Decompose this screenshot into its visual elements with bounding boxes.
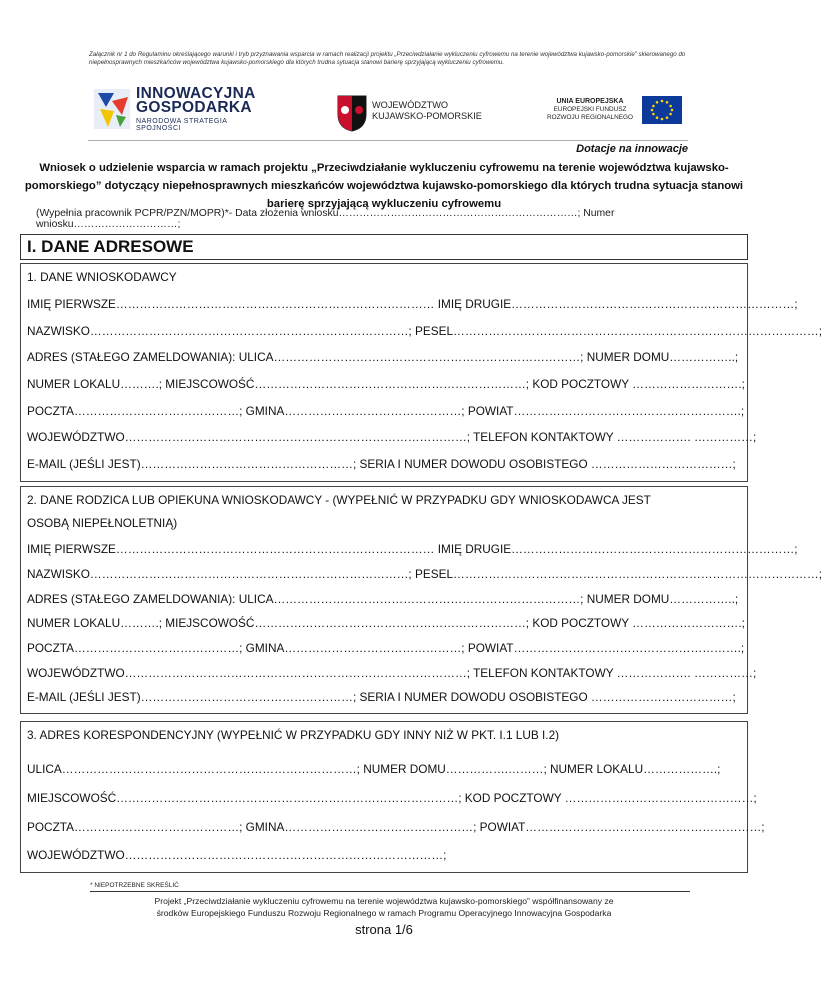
box3-heading: 3. ADRES KORESPONDENCYJNY (WYPEŁNIĆ W PRZYPADKU GDY INNY NIŻ W PKT. I.1 LUB I.2) [27, 728, 560, 742]
box2-heading-line1: 2. DANE RODZICA LUB OPIEKUNA WNIOSKODAWCY - (WYPEŁNIĆ W PRZYPADKU GDY WNIOSKODAWCA JEST [27, 493, 651, 507]
field-row[interactable]: NUMER LOKALU……….; MIEJSCOWOŚĆ……………………………………………………………; KOD POCZTOWY ……………………….; [27, 616, 745, 630]
field-row[interactable]: WOJEWÓDZTWO……………………………………………………………………………; TELEFON KONTAKTOWY ………………. ……………; [27, 430, 757, 444]
field-row[interactable]: ADRES (STAŁEGO ZAMELDOWANIA): ULICA……………………………………………………………………; NUMER DOMU……………..; [27, 592, 739, 606]
title-line-2: pomorskiego” dotyczący niepełnosprawnych mieszkańców województwa kujawsko-pomorskiego dla których trudna sytuacja stanowi [24, 180, 744, 192]
field-row[interactable]: IMIĘ PIERWSZE……………………………………………………………………… IMIĘ DRUGIE………………………………………………………………; [27, 297, 798, 311]
eu-logo [540, 96, 690, 132]
footer-divider [90, 891, 690, 892]
title-line-3: barierę sprzyjającą wykluczeniu cyfrowemu [266, 198, 502, 210]
correspondence-address-box [20, 721, 765, 873]
title-line-1: Wniosek o udzielenie wsparcia w ramach projektu „Przeciwdziałanie wykluczeniu cyfrowemu na terenie województwa kujawsko- [39, 162, 729, 174]
logo-ue-line1: UNIA EUROPEJSKA [556, 98, 624, 105]
field-row[interactable]: NAZWISKO………………………………………………………………………; PESEL…………………………………………………………………………………; [27, 324, 822, 338]
staff-fill-line[interactable]: (Wypełnia pracownik PCPR/PZN/MOPR)*- Data złożenia wniosku……………………………………………………………; Numer wniosku…………………………; [36, 208, 615, 230]
field-row[interactable]: WOJEWÓDZTWO………………………………………………………………………; [27, 848, 447, 862]
eu-flag-icon [642, 96, 682, 124]
attachment-note: Załącznik nr 1 do Regulaminu określającego warunki i tryb przyznawania wsparcia w ramach realizacji projektu „Przeciwdziałanie wykluczeniu cyfrowemu na terenie województwa kujawsko-pomorskie” skierowanego do niepełnosprawnych mieszkańców województwa kujawsko-pomorskiego dla których trudna sytuacja stanowi barierę sprzyjającą wykluczeniu cyfrowemu. [89, 51, 686, 66]
logo-ig-line2: GOSPODARKA [136, 99, 252, 116]
box1-heading: 1. DANE WNIOSKODAWCY [27, 270, 177, 284]
logo-kp-line2: KUJAWSKO-POMORSKIE [372, 111, 482, 121]
field-row[interactable]: POCZTA……………………………………; GMINA………………………………………; POWIAT………………………………………………….; [27, 404, 745, 418]
box2-heading-line2: OSOBĄ NIEPEŁNOLETNIĄ) [27, 516, 178, 530]
header-divider [88, 140, 688, 141]
innowacyjna-gospodarka-emblem-icon [92, 87, 132, 131]
footer-text [60, 895, 708, 919]
logo-ig-subtitle: NARODOWA STRATEGIA SPÓJNOŚCI [136, 118, 228, 132]
field-row[interactable]: WOJEWÓDZTWO……………………………………………………………………………; TELEFON KONTAKTOWY ………………. ……………; [27, 666, 757, 680]
field-row[interactable]: POCZTA……………………………………; GMINA………………………………………; POWIAT………………………………………………….; [27, 641, 745, 655]
coat-of-arms-icon [336, 94, 368, 132]
innowacyjna-gospodarka-logo [92, 87, 262, 133]
logo-ig-line1: INNOWACYJNA [136, 85, 256, 102]
kujawsko-pomorskie-logo [336, 94, 496, 134]
form-title [20, 159, 748, 213]
field-row[interactable]: ADRES (STAŁEGO ZAMELDOWANIA): ULICA……………………………………………………………………; NUMER DOMU……………..; [27, 350, 739, 364]
field-row[interactable]: POCZTA……………………………………; GMINA…………………………………………; POWIAT……………………………………………………; [27, 820, 765, 834]
field-row[interactable]: E-MAIL (JEŚLI JEST)………………………………………………; SERIA I NUMER DOWODU OSOBISTEGO ………………………………; [27, 690, 736, 704]
tagline: Dotacje na innowacje [576, 143, 688, 155]
field-row[interactable]: E-MAIL (JEŚLI JEST)………………………………………………; SERIA I NUMER DOWODU OSOBISTEGO ………………………………; [27, 457, 736, 471]
field-row[interactable]: ULICA…………………………………………………………………; NUMER DOMU…………….………; NUMER LOKALU……………….; [27, 762, 721, 776]
logo-kp-line1: WOJEWÓDZTWO [372, 100, 449, 110]
footer-line-1: Projekt „Przeciwdziałanie wykluczeniu cyfrowemu na terenie województwa kujawsko-pomorskiego” współfinansowany ze [154, 896, 614, 906]
section-title: I. DANE ADRESOWE [20, 234, 748, 260]
page-number: strona 1/6 [355, 922, 413, 937]
field-row[interactable]: MIEJSCOWOŚĆ……………………………………………………………………………; KOD POCZTOWY …………………………………………; [27, 791, 757, 805]
field-row[interactable]: IMIĘ PIERWSZE……………………………………………………………………… IMIĘ DRUGIE………………………………………………………………; [27, 542, 798, 556]
logo-ue-line2: EUROPEJSKI FUNDUSZ [553, 106, 627, 113]
footnote: * NIEPOTRZEBNE SKREŚLIĆ [90, 882, 179, 889]
field-row[interactable]: NAZWISKO………………………………………………………………………; PESEL…………………………………………………………………………………; [27, 567, 822, 581]
footer-line-2: środków Europejskiego Funduszu Rozwoju Regionalnego w ramach Programu Operacyjnego Innowacyjna Gospodarka [156, 908, 612, 918]
field-row[interactable]: NUMER LOKALU……….; MIEJSCOWOŚĆ……………………………………………………………; KOD POCZTOWY ……………………….; [27, 377, 745, 391]
logo-ue-line3: ROZWOJU REGIONALNEGO [547, 114, 633, 121]
applicant-data-box [20, 263, 822, 482]
guardian-data-box [20, 486, 822, 714]
